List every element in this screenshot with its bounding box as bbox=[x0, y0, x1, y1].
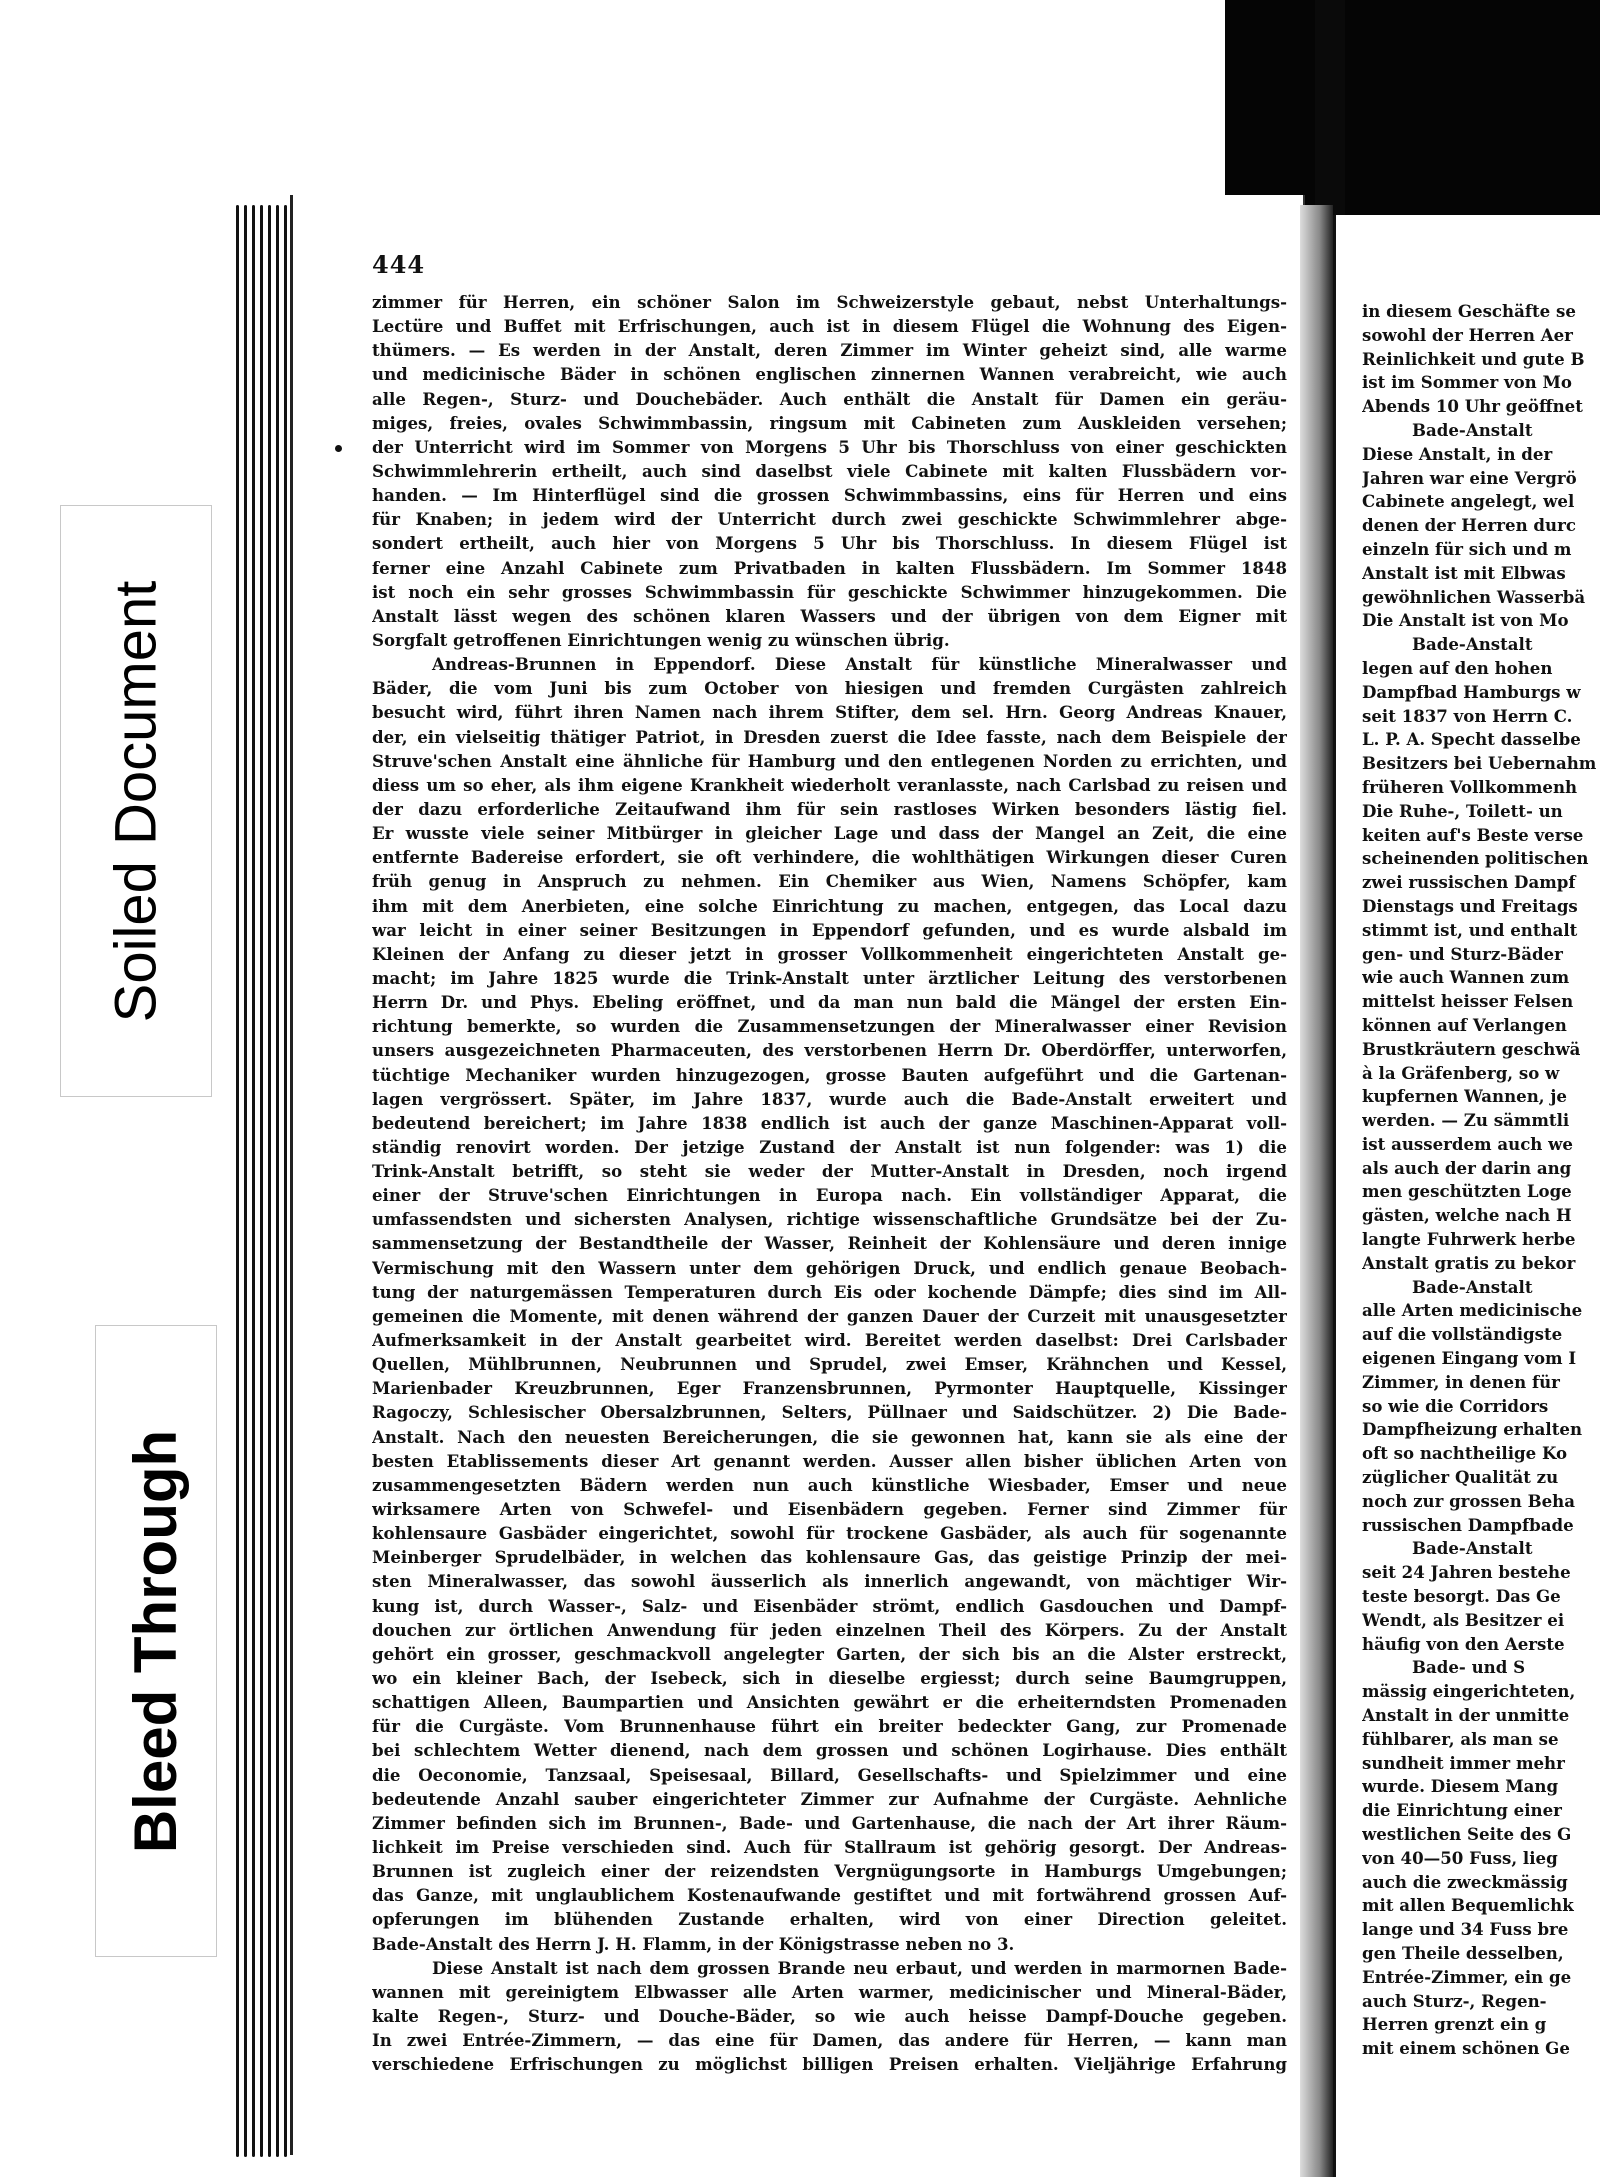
text-line: die Oeconomie, Tanzsaal, Speisesaal, Billard, Gesellschafts- und Spielzimmer und eine bbox=[372, 1764, 1287, 1785]
text-line: ferner eine Anzahl Cabinete zum Privatbaden in kalten Flussbädern. Im Sommer 1848 bbox=[372, 557, 1287, 578]
page-edge bbox=[268, 205, 271, 2157]
right-text-line: Anstalt in der unmitte bbox=[1362, 1705, 1570, 1726]
text-line: In zwei Entrée-Zimmern, — das eine für Damen, das andere für Herren, — kann man bbox=[372, 2030, 1287, 2051]
text-line: sten Mineralwasser, das sowohl äusserlich als innerlich angewandt, von mächtiger Wir- bbox=[372, 1571, 1287, 1592]
right-text-line: Jahren war eine Vergrö bbox=[1362, 467, 1577, 488]
right-text-line: mässig eingerichteten, bbox=[1362, 1681, 1576, 1702]
right-text-line: in diesem Geschäfte se bbox=[1362, 301, 1576, 321]
text-line: besten Etablissements dieser Art genannt werden. Ausser allen bisher üblichen Arten von bbox=[372, 1450, 1287, 1471]
right-text-line: Die Anstalt ist von Mo bbox=[1362, 610, 1569, 631]
text-line: zimmer für Herren, ein schöner Salon im Schweizerstyle gebaut, nebst Unterhaltungs- bbox=[372, 292, 1287, 312]
text-line: war leicht in einer seiner Besitzungen in Eppendorf gefunden, und es wurde alsbald im bbox=[372, 919, 1287, 940]
book-gutter bbox=[1300, 205, 1333, 2177]
right-text-line: westlichen Seite des G bbox=[1362, 1824, 1572, 1844]
text-line: wo ein kleiner Bach, der Isebeck, sich in dieselbe ergiesst; durch seine Baumgruppen, bbox=[372, 1668, 1287, 1689]
text-line: zusammengesetzten Bädern werden nun auch künstliche Wiesbader, Emser und neue bbox=[372, 1474, 1287, 1495]
text-line: Anstalt lässt wegen des schönen klaren Wassers und der übrigen von dem Eigner mit bbox=[372, 605, 1287, 626]
right-text-line: denen der Herren durc bbox=[1362, 515, 1576, 536]
right-text-line: Dampfbad Hamburgs w bbox=[1362, 681, 1581, 702]
text-line: Andreas-Brunnen in Eppendorf. Diese Anstalt für künstliche Mineralwasser und bbox=[432, 654, 1287, 675]
page-edge bbox=[244, 205, 247, 2157]
text-line: der Unterricht wird im Sommer von Morgens 5 Uhr bis Thorschluss von einer geschickten bbox=[372, 436, 1287, 457]
text-line: tüchtige Mechaniker wurden hinzugezogen, grosse Bauten aufgeführt und die Gartenan- bbox=[372, 1064, 1287, 1085]
right-text-line: à la Gräfenberg, so w bbox=[1362, 1062, 1560, 1083]
text-line: douchen zur örtlichen Anwendung für jeden einzelnen Theil des Körpers. Zu der Anstalt bbox=[372, 1619, 1287, 1640]
right-text-line: gästen, welche nach H bbox=[1362, 1205, 1572, 1226]
text-line: Ragoczy, Schlesischer Obersalzbrunnen, Selters, Püllnaer und Saidschützer. 2) Die Bade- bbox=[372, 1402, 1287, 1423]
right-text-line: Anstalt gratis zu bekor bbox=[1362, 1252, 1576, 1273]
right-text-line: Wendt, als Besitzer ei bbox=[1362, 1609, 1565, 1630]
text-line: ständig renovirt worden. Der jetzige Zustand der Anstalt ist nun folgender: was 1) die bbox=[372, 1136, 1287, 1157]
text-line: Meinberger Sprudelbäder, in welchen das kohlensaure Gas, das geistige Prinzip der mei- bbox=[372, 1547, 1287, 1568]
right-text-line: auf die vollständigste bbox=[1362, 1324, 1563, 1345]
page-edge bbox=[252, 205, 255, 2157]
text-line: Er wusste viele seiner Mitbürger in gleicher Lage und dass der Mangel an Zeit, die eine bbox=[372, 823, 1287, 844]
right-text-line: Besitzers bei Uebernahm bbox=[1362, 753, 1597, 774]
right-page-text bbox=[1362, 300, 1600, 2061]
scan-backing-top bbox=[1225, 0, 1600, 215]
text-line: Schwimmlehrerin ertheilt, auch sind daselbst viele Cabinete mit kalten Flussbädern vor- bbox=[372, 460, 1287, 481]
right-text-line: werden. — Zu sämmtli bbox=[1362, 1110, 1570, 1131]
right-text-line: kupfernen Wannen, je bbox=[1362, 1086, 1567, 1107]
right-text-line: oft so nachtheilige Ko bbox=[1362, 1443, 1568, 1464]
right-text-line: eigenen Eingang vom I bbox=[1362, 1348, 1577, 1369]
page-number: 444 bbox=[372, 250, 426, 279]
text-line: wirksamere Arten von Schwefel- und Eisenbädern gegeben. Ferner sind Zimmer für bbox=[372, 1499, 1287, 1520]
text-line: Brunnen ist zugleich einer der reizendsten Vergnügungsorte in Hamburgs Umgebungen; bbox=[372, 1861, 1287, 1882]
right-text-line: auch Sturz-, Regen- bbox=[1362, 1990, 1547, 2011]
text-line: Vermischung mit den Wassern unter dem gehörigen Druck, und endlich genaue Beobach- bbox=[372, 1257, 1287, 1278]
text-line: für Knaben; in jedem wird der Unterricht durch zwei geschickte Schwimmlehrer abge- bbox=[372, 509, 1287, 530]
text-line: tung der naturgemässen Temperaturen durch Eis oder kochende Dämpfe; dies sind im All- bbox=[372, 1281, 1287, 1302]
right-text-line: russischen Dampfbade bbox=[1362, 1514, 1574, 1535]
ink-spot bbox=[335, 445, 342, 452]
right-text-line: lange und 34 Fuss bre bbox=[1362, 1919, 1569, 1940]
right-text-line: sundheit immer mehr bbox=[1362, 1752, 1565, 1773]
right-text-line: scheinenden politischen bbox=[1362, 848, 1589, 869]
text-line: gehört ein grosser, geschmackvoll angelegter Garten, der sich bis an die Alster erstreckt, bbox=[372, 1643, 1287, 1664]
text-line: alle Regen-, Sturz- und Douchebäder. Auch enthält die Anstalt für Damen ein geräu- bbox=[372, 388, 1287, 409]
page-edge bbox=[260, 205, 263, 2157]
text-line: Struve'schen Anstalt eine ähnliche für Hamburg und den entlegenen Norden zu errichten, und bbox=[372, 750, 1287, 771]
right-text-line: legen auf den hohen bbox=[1362, 657, 1553, 678]
right-text-line: wie auch Wannen zum bbox=[1362, 967, 1570, 988]
right-text-line: stimmt ist, und enthalt bbox=[1362, 919, 1578, 940]
right-text-line: teste besorgt. Das Ge bbox=[1362, 1586, 1561, 1607]
text-line: besucht wird, führt ihren Namen nach ihrem Stifter, dem sel. Hrn. Georg Andreas Knauer, bbox=[372, 702, 1287, 723]
text-line: opferungen im blühenden Zustande erhalten, wird von einer Direction geleitet. bbox=[372, 1909, 1287, 1930]
right-text-line: wurde. Diesem Mang bbox=[1362, 1776, 1559, 1797]
right-text-line: Cabinete angelegt, wel bbox=[1362, 491, 1575, 512]
text-line: früh genug in Anspruch zu nehmen. Ein Chemiker aus Wien, Namens Schöpfer, kam bbox=[372, 871, 1287, 892]
text-line: kung ist, durch Wasser-, Salz- und Eisenbäder strömt, endlich Gasdouchen und Dampf- bbox=[372, 1595, 1287, 1616]
page-edge bbox=[236, 205, 239, 2157]
text-line: und medicinische Bäder in schönen englischen zinnernen Wannen verabreicht, wie auch bbox=[372, 364, 1287, 385]
right-text-line: Bade-Anstalt bbox=[1412, 1538, 1533, 1559]
right-text-line: Abends 10 Uhr geöffnet bbox=[1362, 396, 1583, 417]
text-line: kalte Regen-, Sturz- und Douche-Bäder, so wie auch heisse Dampf-Douche gegeben. bbox=[372, 2005, 1287, 2026]
right-text-line: die Einrichtung einer bbox=[1362, 1800, 1562, 1821]
text-line: lichkeit im Preise verschieden sind. Auch für Stallraum ist gehörig gesorgt. Der Andreas- bbox=[372, 1837, 1287, 1857]
right-text-line: Entrée-Zimmer, ein ge bbox=[1362, 1966, 1572, 1987]
right-text-line: noch zur grossen Beha bbox=[1362, 1490, 1575, 1511]
text-line: bedeutende Anzahl sauber eingerichteter Zimmer zur Aufnahme der Curgäste. Aehnliche bbox=[372, 1788, 1287, 1809]
text-line: Sorgfalt getroffenen Einrichtungen wenig zu wünschen übrig. bbox=[372, 629, 950, 650]
text-line: das Ganze, mit unglaublichem Kostenaufwande gestiftet und mit fortwährend grossen Auf- bbox=[372, 1885, 1287, 1906]
right-text-line: gewöhnlichen Wasserbä bbox=[1362, 586, 1586, 607]
right-text-line: können auf Verlangen bbox=[1362, 1014, 1567, 1035]
text-line: entfernte Badereise erfordert, sie oft verhindere, die wohlthätigen Wirkungen dieser Curen bbox=[372, 847, 1287, 868]
right-text-line: Reinlichkeit und gute B bbox=[1362, 348, 1585, 369]
text-line: bedeutend bereichert; im Jahre 1838 endlich ist auch der ganze Maschinen-Apparat voll- bbox=[372, 1112, 1287, 1133]
text-line: unsers ausgezeichneten Pharmaceuten, des verstorbenen Herrn Dr. Oberdörffer, unterworfen, bbox=[372, 1040, 1287, 1061]
right-text-line: Anstalt ist mit Elbwas bbox=[1362, 562, 1566, 583]
right-text-line: Bade-Anstalt bbox=[1412, 419, 1533, 440]
text-line: Zimmer befinden sich im Brunnen-, Bade- und Gartenhause, die nach der Art ihrer Räum- bbox=[372, 1812, 1287, 1833]
text-line: handen. — Im Hinterflügel sind die grossen Schwimmbassins, eins für Herren und eins bbox=[372, 485, 1287, 506]
right-text-line: mit allen Bequemlichk bbox=[1362, 1895, 1574, 1916]
bleed-through-label bbox=[95, 1325, 217, 1957]
right-text-line: Herren grenzt ein g bbox=[1362, 2014, 1547, 2035]
text-line: Lectüre und Buffet mit Erfrischungen, auch ist in diesem Flügel die Wohnung des Eigen- bbox=[372, 316, 1287, 337]
right-text-line: mit einem schönen Ge bbox=[1362, 2038, 1570, 2059]
soiled-document-label-text: Soiled Document bbox=[103, 580, 169, 1022]
right-text-line: früheren Vollkommenh bbox=[1362, 776, 1578, 797]
right-text-line: keiten auf's Beste verse bbox=[1362, 824, 1584, 845]
right-text-line: Dienstags und Freitags bbox=[1362, 895, 1578, 916]
right-text-line: Dampfheizung erhalten bbox=[1362, 1419, 1583, 1440]
text-line: Aufmerksamkeit in der Anstalt gearbeitet wird. Bereitet werden daselbst: Drei Carlsbader bbox=[372, 1330, 1287, 1351]
text-line: Bäder, die vom Juni bis zum October von hiesigen und fremden Curgästen zahlreich bbox=[372, 678, 1287, 699]
bookmark-ribbon bbox=[1315, 0, 1345, 215]
text-line: schattigen Alleen, Baumpartien und Ansichten gewährt er die erheiterndsten Promenaden bbox=[372, 1692, 1287, 1713]
text-line: bei schlechtem Wetter dienend, nach dem grossen und schönen Logirhause. Dies enthält bbox=[372, 1740, 1287, 1761]
right-text-line: L. P. A. Specht dasselbe bbox=[1362, 729, 1581, 750]
text-line: für die Curgäste. Vom Brunnenhause führt ein breiter bedeckter Gang, zur Promenade bbox=[372, 1716, 1287, 1737]
text-line: Herrn Dr. und Phys. Ebeling eröffnet, und da man nun bald die Mängel der ersten Ein- bbox=[372, 992, 1287, 1013]
text-line: Marienbader Kreuzbrunnen, Eger Franzensbrunnen, Pyrmonter Hauptquelle, Kissinger bbox=[372, 1378, 1287, 1399]
text-line: der dazu erforderliche Zeitaufwand ihm für sein rastloses Wirken besonders lästig fiel. bbox=[372, 798, 1287, 819]
right-text-line: fühlbarer, als man se bbox=[1362, 1728, 1559, 1749]
right-text-line: mittelst heisser Felsen bbox=[1362, 991, 1574, 1012]
soiled-document-label bbox=[60, 505, 212, 1097]
right-text-line: Bade-Anstalt bbox=[1412, 634, 1533, 655]
right-text-line: ist im Sommer von Mo bbox=[1362, 372, 1572, 393]
right-text-line: gen- und Sturz-Bäder bbox=[1362, 943, 1563, 964]
right-text-line: einzeln für sich und m bbox=[1362, 538, 1572, 559]
right-text-line: Bade-Anstalt bbox=[1412, 1276, 1533, 1297]
text-line: kohlensaure Gasbäder eingerichtet, sowohl für trockene Gasbäder, als auch für sogenannte bbox=[372, 1523, 1287, 1544]
right-text-line: Die Ruhe-, Toilett- un bbox=[1362, 800, 1563, 821]
text-line: thümers. — Es werden in der Anstalt, deren Zimmer im Winter geheizt sind, alle warme bbox=[372, 340, 1287, 361]
text-line: Kleinen der Anfang zu dieser jetzt in grosser Vollkommenheit eingerichteten Anstalt ge- bbox=[372, 943, 1287, 964]
right-text-line: Brustkräutern geschwä bbox=[1362, 1038, 1581, 1059]
right-text-line: langte Fuhrwerk herbe bbox=[1362, 1229, 1576, 1250]
text-line: Trink-Anstalt betrifft, so steht sie weder der Mutter-Anstalt in Dresden, noch irgend bbox=[372, 1161, 1287, 1182]
right-text-line: zwei russischen Dampf bbox=[1362, 872, 1576, 893]
right-text-line: so wie die Corridors bbox=[1362, 1395, 1549, 1416]
text-line: Quellen, Mühlbrunnen, Neubrunnen und Sprudel, zwei Emser, Krähnchen und Kessel, bbox=[372, 1354, 1287, 1375]
right-text-line: ist ausserdem auch we bbox=[1362, 1133, 1573, 1154]
text-line: gemeinen die Momente, mit denen während der ganzen Dauer der Curzeit mit unausgesetzter bbox=[372, 1305, 1287, 1326]
page-edge bbox=[276, 205, 279, 2157]
text-line: Diese Anstalt ist nach dem grossen Brande neu erbaut, und werden in marmornen Bade- bbox=[432, 1957, 1287, 1978]
text-line: ihm mit dem Anerbieten, eine solche Einrichtung zu machen, entgegen, das Local dazu bbox=[372, 895, 1287, 916]
text-line: sondert ertheilt, auch hier von Morgens 5 Uhr bis Thorschluss. In diesem Flügel ist bbox=[372, 533, 1287, 554]
right-text-line: von 40—50 Fuss, lieg bbox=[1362, 1847, 1558, 1868]
right-text-line: seit 24 Jahren bestehe bbox=[1362, 1562, 1571, 1583]
text-line: diess um so eher, als ihm eigene Krankheit wiederholt veranlasste, nach Carlsbad zu reisen und bbox=[372, 774, 1287, 795]
right-text-line: Diese Anstalt, in der bbox=[1362, 443, 1553, 464]
text-line: Bade-Anstalt des Herrn J. H. Flamm, in der Königstrasse neben no 3. bbox=[372, 1933, 1015, 1954]
page-body-text bbox=[372, 290, 1287, 2076]
right-text-line: alle Arten medicinische bbox=[1362, 1300, 1583, 1321]
right-text-line: als auch der darin ang bbox=[1362, 1157, 1572, 1178]
right-text-line: Zimmer, in denen für bbox=[1362, 1371, 1560, 1392]
text-line: ist noch ein sehr grosses Schwimmbassin für geschickte Schwimmer hinzugekommen. Die bbox=[372, 581, 1287, 602]
text-line: Anstalt. Nach den neuesten Bereicherungen, die sie gewonnen hat, kann sie als eine der bbox=[372, 1426, 1287, 1447]
text-line: richtung bemerkte, so wurden die Zusammensetzungen der Mineralwasser einer Revision bbox=[372, 1016, 1287, 1037]
text-line: der, ein vielseitig thätiger Patriot, in Dresden zuerst die Idee fasste, nach dem Beispiele der bbox=[372, 726, 1287, 747]
text-line: lagen vergrössert. Später, im Jahre 1837, wurde auch die Bade-Anstalt erweitert und bbox=[372, 1088, 1287, 1109]
page-edge bbox=[284, 205, 287, 2157]
text-line: miges, freies, ovales Schwimmbassin, ringsum mit Cabineten zum Auskleiden versehen; bbox=[372, 412, 1287, 433]
right-text-line: sowohl der Herren Aer bbox=[1362, 324, 1573, 345]
text-line: verschiedene Erfrischungen zu möglichst billigen Preisen erhalten. Vieljährige Erfahrung bbox=[372, 2054, 1287, 2075]
text-line: macht; im Jahre 1825 wurde die Trink-Anstalt unter ärztlicher Leitung des verstorbenen bbox=[372, 967, 1287, 988]
right-text-line: men geschützten Loge bbox=[1362, 1181, 1572, 1202]
text-line: umfassendsten und sichersten Analysen, richtige wissenschaftliche Grundsätze bei der Zu- bbox=[372, 1209, 1287, 1230]
right-text-line: häufig von den Aerste bbox=[1362, 1633, 1565, 1654]
right-text-line: züglicher Qualität zu bbox=[1362, 1467, 1559, 1488]
text-line: wannen mit gereinigtem Elbwasser alle Arten warmer, medicinischer und Mineral-Bäder, bbox=[372, 1981, 1287, 2002]
text-line: sammensetzung der Bestandtheile der Wasser, Reinheit der Kohlensäure und deren innige bbox=[372, 1233, 1287, 1254]
bleed-through-label-text: Bleed Through bbox=[122, 1429, 190, 1853]
right-text-line: gen Theile desselben, bbox=[1362, 1942, 1564, 1963]
text-line: einer der Struve'schen Einrichtungen in Europa nach. Ein vollständiger Apparat, die bbox=[372, 1185, 1287, 1206]
right-text-line: auch die zweckmässig bbox=[1362, 1871, 1568, 1892]
right-text-line: seit 1837 von Herrn C. bbox=[1362, 705, 1573, 726]
right-text-line: Bade- und S bbox=[1412, 1657, 1526, 1678]
